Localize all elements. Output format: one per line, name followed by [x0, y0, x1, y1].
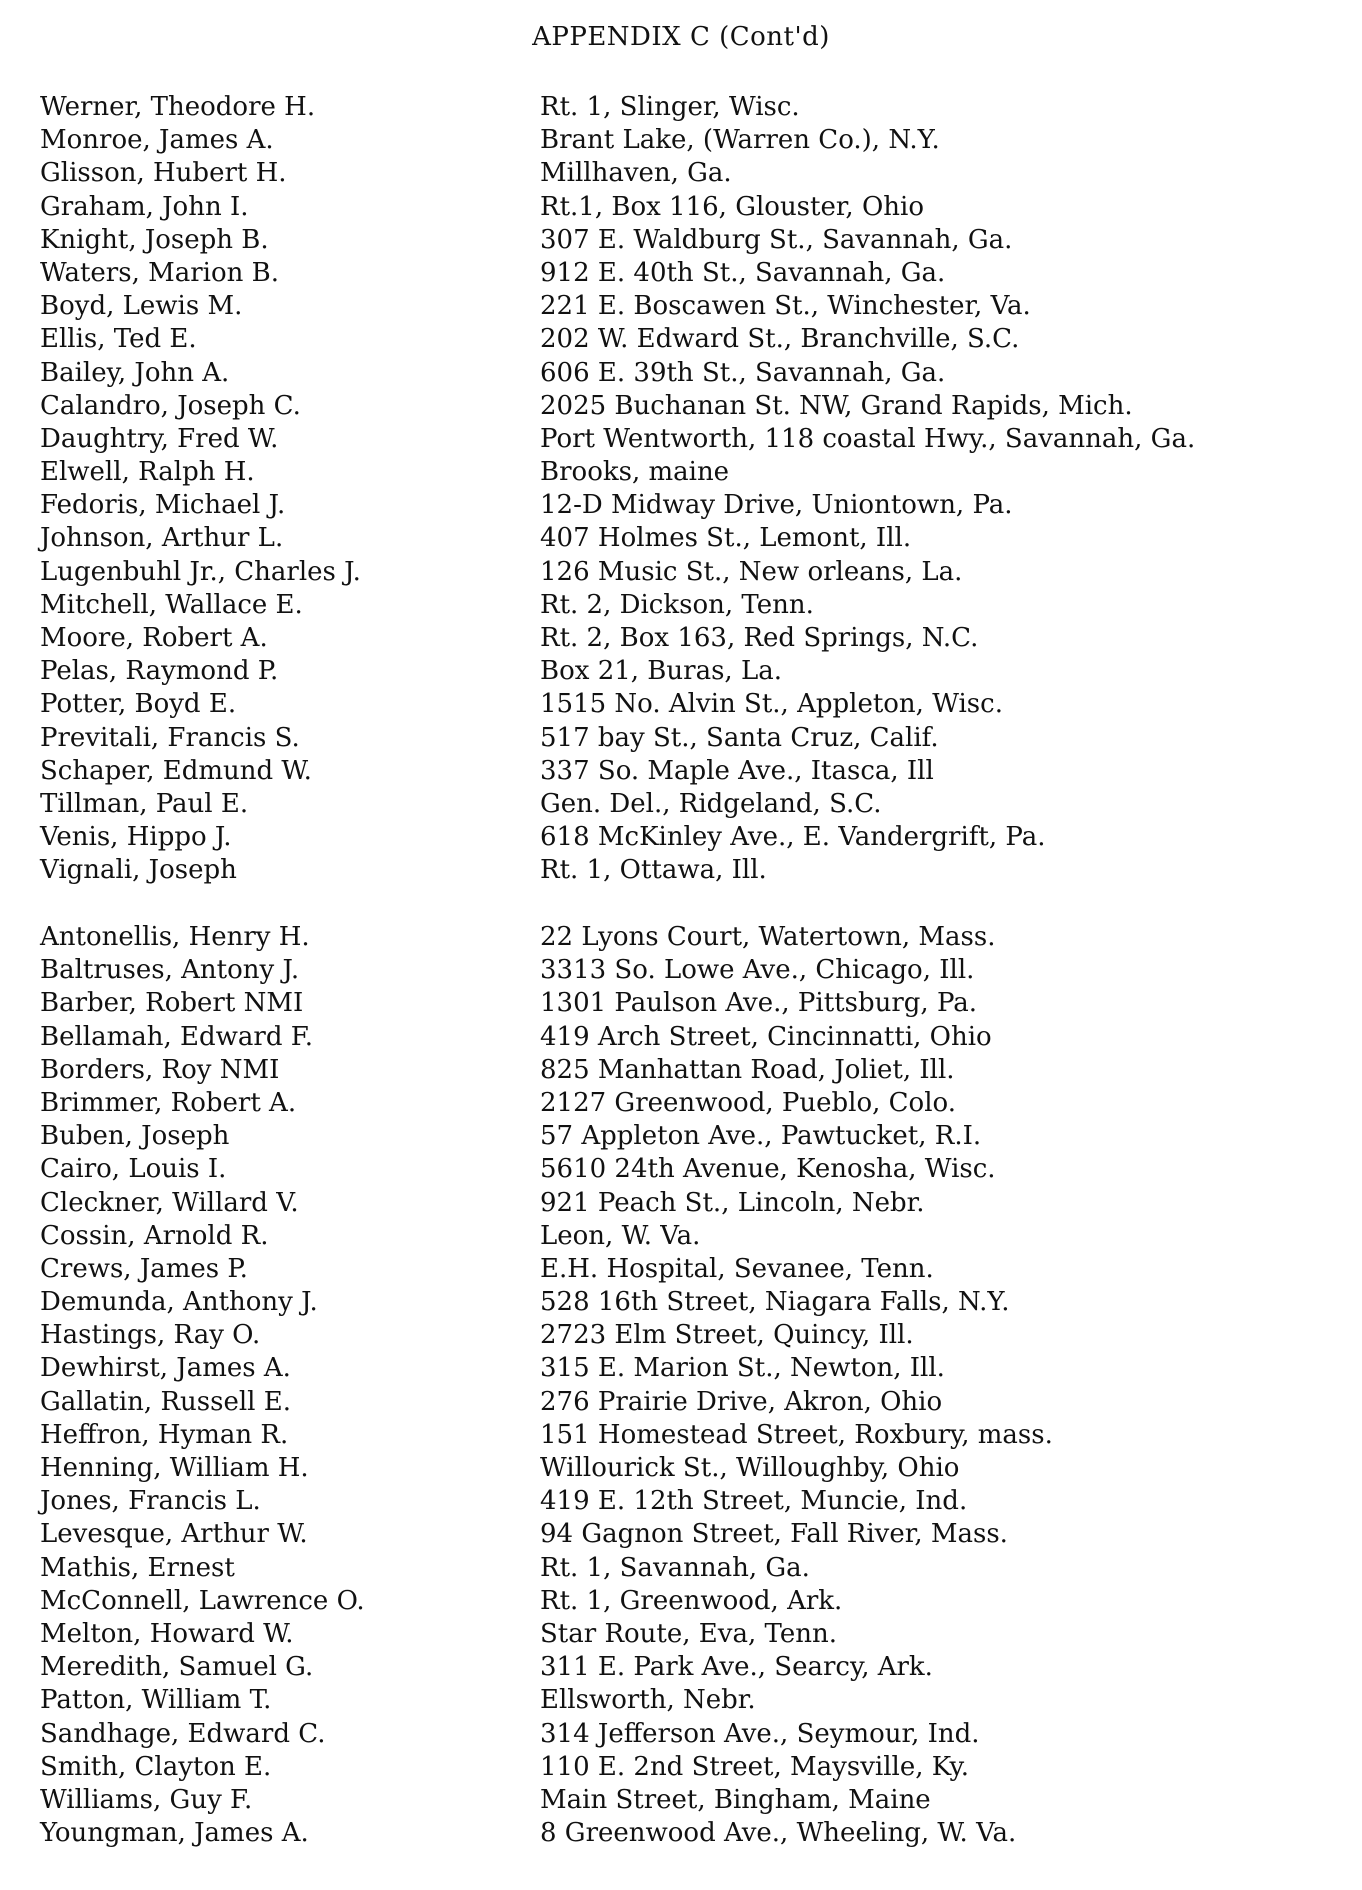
roster-entry	[40, 258, 1340, 291]
entry-address: 3313 So. Lowe Ave., Chicago, Ill.	[540, 955, 975, 986]
page-title: APPENDIX C (Cont'd)	[532, 22, 830, 52]
roster-entry	[40, 1453, 1340, 1486]
entry-name: Patton, William T.	[40, 1685, 272, 1716]
entry-name: Cossin, Arnold R.	[40, 1220, 269, 1251]
entry-name: Heffron, Hyman R.	[40, 1419, 289, 1450]
roster-entry	[40, 1785, 1340, 1818]
entry-address: 921 Peach St., Lincoln, Nebr.	[540, 1187, 925, 1218]
roster-group-2	[40, 922, 1340, 1851]
entry-address: Rt. 2, Box 163, Red Springs, N.C.	[540, 623, 979, 653]
entry-address: 1301 Paulson Ave., Pittsburg, Pa.	[540, 988, 978, 1019]
roster-entry	[40, 490, 1340, 523]
roster-entry	[40, 1287, 1340, 1320]
roster-entry	[40, 1818, 1340, 1851]
entry-name: Elwell, Ralph H.	[40, 457, 255, 488]
roster-entry	[40, 1619, 1340, 1652]
entry-name: Lugenbuhl Jr., Charles J.	[40, 556, 361, 587]
roster-entry	[40, 523, 1340, 556]
roster-entry	[40, 358, 1340, 391]
entry-address: 126 Music St., New orleans, La.	[540, 556, 963, 587]
entry-name: Potter, Boyd E.	[40, 689, 237, 720]
roster-entry	[40, 1586, 1340, 1619]
entry-address: 419 E. 12th Street, Muncie, Ind.	[540, 1486, 968, 1517]
entry-name: Tillman, Paul E.	[40, 788, 249, 819]
roster-entry	[40, 1154, 1340, 1187]
entry-address: 606 E. 39th St., Savannah, Ga.	[540, 357, 946, 388]
entry-address: Brooks, maine	[540, 457, 730, 488]
roster-entry	[40, 1188, 1340, 1221]
entry-name: Mitchell, Wallace E.	[40, 589, 303, 620]
entry-address: Gen. Del., Ridgeland, S.C.	[540, 788, 882, 819]
roster-entry	[40, 922, 1340, 955]
entry-name: Bailey, John A.	[40, 357, 230, 388]
entry-address: 618 McKinley Ave., E. Vandergrift, Pa.	[540, 822, 1046, 853]
entry-address: Leon, W. Va.	[540, 1220, 701, 1251]
roster-entry	[40, 855, 1340, 888]
entry-address: Millhaven, Ga.	[540, 158, 732, 189]
entry-name: Williams, Guy F.	[40, 1784, 253, 1815]
roster-entry	[40, 1519, 1340, 1552]
roster-entry	[40, 988, 1340, 1021]
roster-entry	[40, 1121, 1340, 1154]
entry-name: Hastings, Ray O.	[40, 1320, 261, 1351]
roster-entry	[40, 125, 1340, 158]
entry-name: Previtali, Francis S.	[40, 722, 300, 753]
entry-address: 151 Homestead Street, Roxbury, mass.	[540, 1419, 1053, 1450]
roster-entry	[40, 1553, 1340, 1586]
roster-entry	[40, 557, 1340, 590]
roster-entry	[40, 391, 1340, 424]
entry-name: Johnson, Arthur L.	[40, 523, 284, 554]
entry-name: Fedoris, Michael J.	[40, 490, 286, 521]
roster-entry	[40, 1353, 1340, 1386]
entry-name: Pelas, Raymond P.	[40, 656, 279, 687]
roster-entry	[40, 756, 1340, 789]
entry-name: Cleckner, Willard V.	[40, 1187, 299, 1218]
entry-address: Main Street, Bingham, Maine	[540, 1784, 931, 1815]
entry-address: Brant Lake, (Warren Co.), N.Y.	[540, 125, 940, 156]
entry-address: 517 bay St., Santa Cruz, Calif.	[540, 722, 939, 753]
entry-name: Meredith, Samuel G.	[40, 1652, 314, 1683]
entry-name: Sandhage, Edward C.	[40, 1718, 326, 1749]
entry-name: Glisson, Hubert H.	[40, 158, 287, 189]
entry-name: Borders, Roy NMI	[40, 1054, 280, 1085]
roster-entry	[40, 656, 1340, 689]
entry-name: Calandro, Joseph C.	[40, 390, 301, 421]
entry-name: Jones, Francis L.	[40, 1486, 261, 1517]
entry-address: Star Route, Eva, Tenn.	[540, 1618, 837, 1649]
entry-address: E.H. Hospital, Sevanee, Tenn.	[540, 1253, 934, 1284]
entry-name: Youngman, James A.	[40, 1818, 309, 1849]
entry-address: 307 E. Waldburg St., Savannah, Ga.	[540, 224, 1013, 255]
entry-address: 2127 Greenwood, Pueblo, Colo.	[540, 1087, 956, 1118]
entry-address: 276 Prairie Drive, Akron, Ohio	[540, 1386, 943, 1417]
roster-entry	[40, 1221, 1340, 1254]
roster-entry	[40, 457, 1340, 490]
entry-name: Daughtry, Fred W.	[40, 423, 279, 454]
roster-entry	[40, 1652, 1340, 1685]
roster-entry	[40, 225, 1340, 258]
entry-name: Graham, John I.	[40, 191, 249, 222]
roster-entry	[40, 689, 1340, 722]
entry-name: Venis, Hippo J.	[40, 822, 232, 853]
roster-entry	[40, 1320, 1340, 1353]
entry-name: Knight, Joseph B.	[40, 224, 269, 255]
entry-address: Rt. 2, Dickson, Tenn.	[540, 589, 814, 620]
entry-address: Rt. 1, Ottawa, Ill.	[540, 855, 767, 886]
roster-entry	[40, 1685, 1340, 1718]
entry-name: Baltruses, Antony J.	[40, 955, 300, 986]
roster-entry	[40, 291, 1340, 324]
roster-entry	[40, 1719, 1340, 1752]
entry-name: Levesque, Arthur W.	[40, 1519, 308, 1550]
entry-address: 311 E. Park Ave., Searcy, Ark.	[540, 1652, 933, 1683]
roster-entry	[40, 789, 1340, 822]
entry-address: 315 E. Marion St., Newton, Ill.	[540, 1353, 945, 1384]
roster-entry	[40, 723, 1340, 756]
roster-entry	[40, 158, 1340, 191]
entry-address: 314 Jefferson Ave., Seymour, Ind.	[540, 1718, 980, 1749]
entry-address: Rt. 1, Greenwood, Ark.	[540, 1585, 843, 1616]
entry-name: Bellamah, Edward F.	[40, 1021, 314, 1052]
entry-name: Werner, Theodore H.	[40, 92, 316, 122]
entry-name: Waters, Marion B.	[40, 257, 280, 288]
entry-name: Gallatin, Russell E.	[40, 1386, 291, 1417]
entry-name: Antonellis, Henry H.	[40, 922, 310, 952]
roster-entry	[40, 1387, 1340, 1420]
entry-name: Moore, Robert A.	[40, 623, 268, 653]
entry-address: Willourick St., Willoughby, Ohio	[540, 1453, 960, 1483]
roster-entry	[40, 623, 1340, 656]
entry-name: Melton, Howard W.	[40, 1618, 294, 1649]
entry-address: Box 21, Buras, La.	[540, 656, 782, 687]
entry-name: Boyd, Lewis M.	[40, 291, 243, 322]
roster-entry	[40, 1486, 1340, 1519]
entry-address: 528 16th Street, Niagara Falls, N.Y.	[540, 1287, 1010, 1318]
roster-group-1	[40, 92, 1340, 889]
entry-name: Dewhirst, James A.	[40, 1353, 291, 1384]
entry-name: Smith, Clayton E.	[40, 1751, 272, 1782]
entry-address: 57 Appleton Ave., Pawtucket, R.I.	[540, 1121, 982, 1152]
entry-address: 22 Lyons Court, Watertown, Mass.	[540, 922, 996, 952]
roster-entry	[40, 955, 1340, 988]
entry-address: Ellsworth, Nebr.	[540, 1685, 756, 1716]
roster-entry	[40, 424, 1340, 457]
entry-name: Brimmer, Robert A.	[40, 1087, 297, 1118]
entry-address: 337 So. Maple Ave., Itasca, Ill	[540, 755, 934, 786]
roster-entry	[40, 1752, 1340, 1785]
roster-entry	[40, 1088, 1340, 1121]
entry-name: Buben, Joseph	[40, 1121, 230, 1152]
entry-name: Henning, William H.	[40, 1453, 309, 1483]
entry-address: 825 Manhattan Road, Joliet, Ill.	[540, 1054, 955, 1085]
entry-address: 1515 No. Alvin St., Appleton, Wisc.	[540, 689, 1003, 720]
entry-address: 202 W. Edward St., Branchville, S.C.	[540, 324, 1020, 355]
entry-address: 419 Arch Street, Cincinnatti, Ohio	[540, 1021, 992, 1052]
entry-address: Port Wentworth, 118 coastal Hwy., Savannah, Ga.	[540, 423, 1196, 454]
roster-entry	[40, 92, 1340, 125]
entry-address: 221 E. Boscawen St., Winchester, Va.	[540, 291, 1031, 322]
entry-name: Demunda, Anthony J.	[40, 1287, 318, 1318]
entry-name: Monroe, James A.	[40, 125, 274, 156]
entry-address: 110 E. 2nd Street, Maysville, Ky.	[540, 1751, 969, 1782]
roster-entry	[40, 1254, 1340, 1287]
entry-name: Crews, James P.	[40, 1253, 248, 1284]
entry-address: 8 Greenwood Ave., Wheeling, W. Va.	[540, 1818, 1017, 1849]
roster-entry	[40, 1055, 1340, 1088]
entry-address: 2723 Elm Street, Quincy, Ill.	[540, 1320, 914, 1351]
entry-address: Rt. 1, Slinger, Wisc.	[540, 92, 800, 122]
entry-name: McConnell, Lawrence O.	[40, 1585, 365, 1616]
entry-address: 5610 24th Avenue, Kenosha, Wisc.	[540, 1154, 996, 1185]
entry-name: Mathis, Ernest	[40, 1552, 235, 1583]
entry-name: Ellis, Ted E.	[40, 324, 197, 355]
roster-entry	[40, 822, 1340, 855]
entry-address: 12-D Midway Drive, Uniontown, Pa.	[540, 490, 1013, 521]
entry-name: Schaper, Edmund W.	[40, 755, 312, 786]
entry-name: Barber, Robert NMI	[40, 988, 304, 1019]
roster-entry	[40, 590, 1340, 623]
entry-address: 912 E. 40th St., Savannah, Ga.	[540, 257, 946, 288]
roster-entry	[40, 1022, 1340, 1055]
entry-address: 94 Gagnon Street, Fall River, Mass.	[540, 1519, 1008, 1550]
entry-address: Rt. 1, Savannah, Ga.	[540, 1552, 810, 1583]
entry-name: Cairo, Louis I.	[40, 1154, 227, 1185]
entry-address: 2025 Buchanan St. NW, Grand Rapids, Mich.	[540, 390, 1133, 421]
entry-address: Rt.1, Box 116, Glouster, Ohio	[540, 191, 924, 222]
roster-entry	[40, 324, 1340, 357]
entry-address: 407 Holmes St., Lemont, Ill.	[540, 523, 912, 554]
roster-entry	[40, 1420, 1340, 1453]
entry-name: Vignali, Joseph	[40, 855, 237, 886]
roster-entry	[40, 192, 1340, 225]
